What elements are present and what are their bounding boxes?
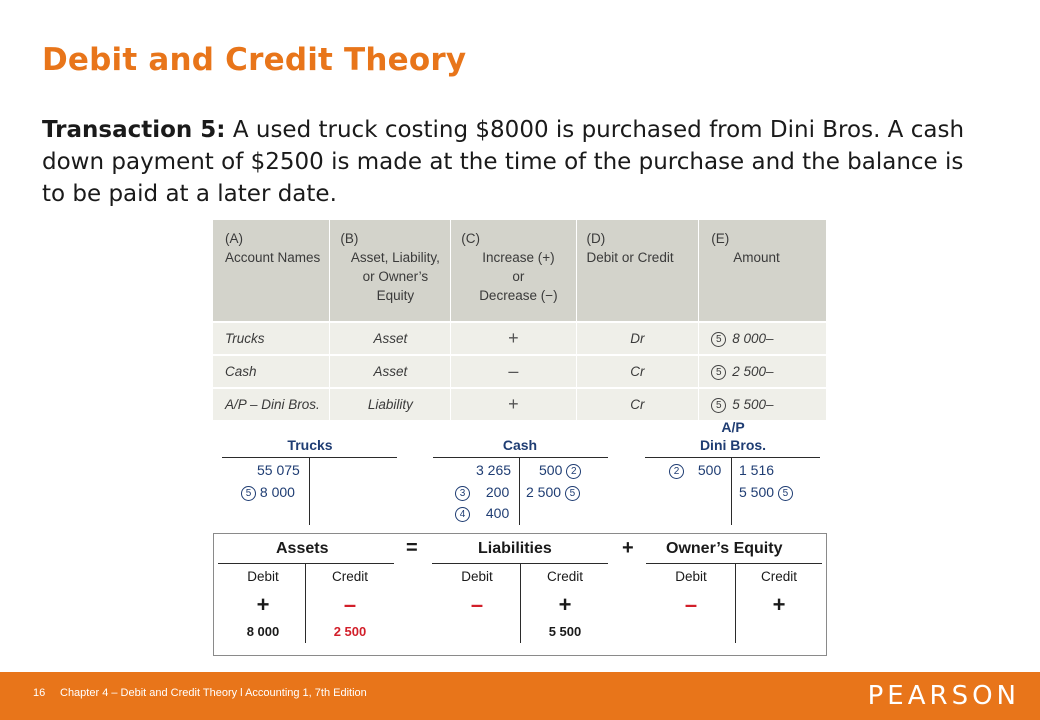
row-type: Asset (330, 355, 451, 388)
page-number: 16 (33, 687, 46, 699)
row-account: A/P – Dini Bros. (213, 388, 330, 420)
circled-number-icon: 3 (455, 486, 470, 501)
row-change: + (451, 388, 576, 420)
circled-number-icon: 5 (711, 365, 726, 380)
t-account-entry: 5 8 000 (241, 484, 295, 501)
row-amount: 5 8 000– (699, 322, 826, 355)
row-account: Trucks (213, 322, 330, 355)
table-row (213, 322, 826, 355)
row-change: – (451, 355, 576, 388)
header-change: (C) Increase (+) or Decrease (−) (451, 220, 576, 322)
equity-debit-sign: – (684, 592, 698, 617)
equity-rule (646, 563, 822, 564)
header-amount: (E) Amount (699, 220, 826, 322)
transaction-text: A used truck costing $8000 is purchased from Dini Bros. A cash down payment of $2500 is made at the time of the purchase and the balance is to be paid at a later date. (42, 117, 965, 207)
t-account-rule (433, 457, 608, 458)
row-amount: 5 5 500– (699, 388, 826, 420)
assets-credit-sign: – (343, 592, 357, 617)
assets-debit-sign: + (256, 592, 270, 617)
transaction-analysis-table (213, 220, 826, 420)
header-debit-credit: (D) Debit or Credit (576, 220, 699, 322)
row-dc: Cr (576, 388, 699, 420)
circled-number-icon: 5 (778, 486, 793, 501)
circled-number-icon: 4 (455, 507, 470, 522)
footer-text: Chapter 4 – Debit and Credit Theory l Accounting 1, 7th Edition (60, 687, 367, 699)
t-account-entry: 5 500 5 (739, 484, 793, 501)
t-account-divider (519, 457, 520, 525)
equity-divider (735, 563, 736, 643)
header-account-names: (A) Account Names (213, 220, 330, 322)
table-row (213, 355, 826, 388)
t-account-value: 55 075 (257, 462, 300, 478)
circled-number-icon: 2 (669, 464, 684, 479)
t-account-entry: 500 2 (539, 462, 581, 479)
t-account-divider (309, 457, 310, 525)
row-type: Liability (330, 388, 451, 420)
assets-debit-amount: 8 000 (246, 624, 280, 639)
pearson-logo: PEARSON (867, 681, 1020, 711)
table-header-row (213, 220, 826, 322)
equals-sign: = (406, 537, 418, 559)
assets-debit-label: Debit (247, 569, 279, 584)
liabilities-credit-amount: 5 500 (548, 624, 582, 639)
header-type: (B) Asset, Liability, or Owner’s Equity (330, 220, 451, 322)
t-account-entry: 3 200 (455, 484, 509, 501)
t-account-title: Cash (502, 437, 538, 453)
row-dc: Dr (576, 322, 699, 355)
assets-credit-amount: 2 500 (333, 624, 367, 639)
circled-number-icon: 5 (711, 398, 726, 413)
transaction-label: Transaction 5: (42, 117, 226, 143)
equity-credit-sign: + (772, 592, 786, 617)
t-account-value: 1 516 (739, 462, 775, 478)
t-account-title-line1: A/P (721, 419, 745, 435)
owners-equity-heading: Owner’s Equity (666, 540, 783, 557)
plus-sign: + (622, 537, 634, 559)
footer-bar (0, 672, 1040, 720)
row-amount: 5 2 500– (699, 355, 826, 388)
equity-debit-label: Debit (675, 569, 707, 584)
equity-credit-label: Credit (760, 569, 797, 584)
slide-title: Debit and Credit Theory (42, 42, 467, 78)
t-account-rule (645, 457, 820, 458)
row-dc: Cr (576, 355, 699, 388)
t-account-entry: 2 500 5 (526, 484, 580, 501)
liabilities-debit-sign: – (470, 592, 484, 617)
t-account-entry: 4 400 (455, 505, 509, 522)
table-row (213, 388, 826, 420)
circled-number-icon: 5 (711, 332, 726, 347)
liabilities-credit-sign: + (558, 592, 572, 617)
circled-number-icon: 5 (241, 486, 256, 501)
liabilities-credit-label: Credit (546, 569, 583, 584)
t-account-title-line2: Dini Bros. (699, 437, 767, 453)
row-change: + (451, 322, 576, 355)
liabilities-divider (520, 563, 521, 643)
circled-number-icon: 2 (566, 464, 581, 479)
t-account-divider (731, 457, 732, 525)
liabilities-debit-label: Debit (461, 569, 493, 584)
t-account-title: Trucks (287, 437, 333, 453)
liabilities-heading: Liabilities (478, 540, 552, 557)
accounting-equation-box (213, 533, 827, 656)
circled-number-icon: 5 (565, 486, 580, 501)
assets-divider (305, 563, 306, 643)
t-account-value: 3 265 (476, 462, 512, 478)
row-account: Cash (213, 355, 330, 388)
assets-credit-label: Credit (331, 569, 368, 584)
transaction-description (42, 114, 982, 210)
assets-heading: Assets (276, 540, 329, 557)
row-type: Asset (330, 322, 451, 355)
assets-rule (218, 563, 394, 564)
t-account-entry: 2 500 (669, 462, 721, 479)
